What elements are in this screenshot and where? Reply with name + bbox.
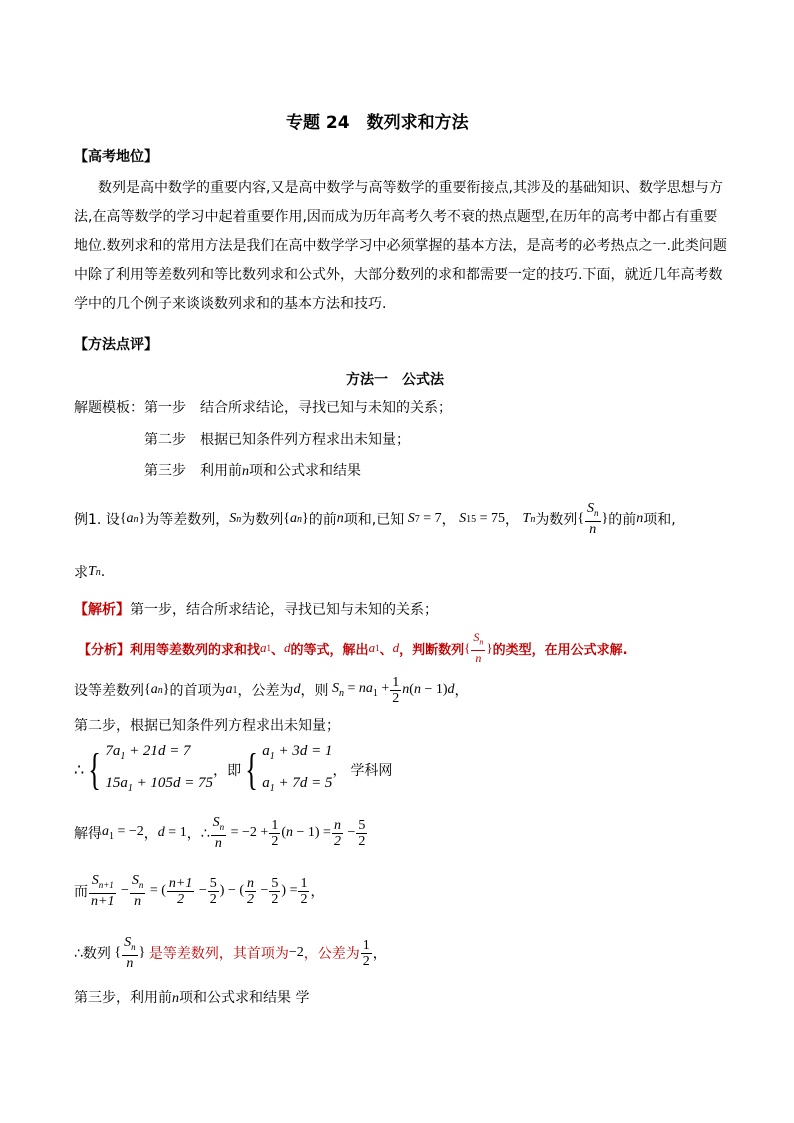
step-3-text-a: 第三步 利用前: [144, 463, 242, 479]
method-title: 方法一 公式法: [346, 372, 444, 388]
setup-d: ，则: [300, 683, 329, 699]
conc-c: ，公差为: [303, 946, 360, 962]
step3-a: 第三步，利用前: [74, 990, 172, 1006]
conc-a: ∴数列: [74, 946, 111, 962]
analysis-a: 利用等差数列的求和找: [130, 642, 261, 658]
solution-label: 【解析】: [74, 602, 130, 618]
ex-text-6: ，: [441, 512, 456, 528]
analysis-e: ，判断数列: [399, 642, 465, 658]
ex-text-8: 为数列: [535, 512, 578, 528]
step-1-text: 第一步 结合所求结论，寻找已知与未知的关系；: [144, 400, 452, 416]
intro-line-1: 数列是高中数学的重要内容,又是高中数学与高等数学的重要衔接点,其涉及的基础知识、数学思想与方: [98, 180, 723, 196]
ex-ask-end: .: [100, 564, 106, 580]
analysis-label: 【分析】: [78, 642, 131, 658]
equation-system: ∴ { $7a_1 + 21d = 7$ $15a_1 + 105d = 75$ ， 即 { $a_1 + 3d = 1$ $a_1 + 7d = 5$ ， 学科网: [74, 743, 393, 794]
template-step-3: 第三步 利用前n项和公式求和结果: [144, 463, 361, 479]
ex-text-4: 的前: [308, 512, 337, 528]
conclusion-line: ∴数列 { $\frac{S_n}{n}$ } 是等差数列，其首项为 −2 ，公差为 $\frac{1}{2}$ ，: [74, 935, 387, 971]
section-gaokao-heading: 【高考地位】: [74, 149, 158, 165]
sys-label: 即: [227, 763, 242, 779]
ex-text-2: 为等差数列，: [145, 512, 230, 528]
setup-line: 设等差数列 { a n } 的首项为 a 1 ，公差为 d ，则 $S_n = na_1$ + $\frac{1}{2}$ n(n − 1)d ，: [74, 674, 469, 706]
setup-b: 的首项为: [169, 683, 226, 699]
solve-b: ，: [143, 826, 158, 842]
template-step-1: [74, 394, 452, 423]
analysis-c: 的等式，解出: [290, 642, 369, 658]
page-title: 专题 24 数列求和方法: [286, 113, 469, 133]
solution-step-1: [74, 596, 438, 625]
intro-line-2: 法,在高等数学的学习中起着重要作用,因而成为历年高考久考不衰的热点题型,在历年的高考中都占有重要: [74, 209, 718, 225]
ex-text-3: 为数列: [241, 512, 284, 528]
setup-a: 设等差数列: [74, 683, 144, 699]
diff-a: 而: [74, 884, 88, 900]
ex-text-9: 的前: [608, 512, 637, 528]
analysis-f: 的类型，在用公式求解.: [492, 642, 628, 658]
template-step-2: 第二步 根据已知条件列方程求出未知量；: [144, 432, 410, 448]
setup-c: ，公差为: [237, 683, 294, 699]
solve-a: 解得: [74, 826, 102, 842]
template-label: 解题模板：: [74, 400, 144, 416]
conc-b: 是等差数列，其首项为: [148, 946, 289, 962]
example-1: 例1. 设 { a n } 为等差数列， S n 为数列 { a n } 的前 n 项和,已知 S 7 = 7 ， S 15 = 75 ， T n 为数列 { $\frac{S_n}{n}$ } 的前 n 项和,: [74, 501, 676, 537]
analysis: 【分析】 利用等差数列的求和找 a 1 、 d 的等式，解出 a 1 、 d ，判断数列 { $\frac{S_n}{n}$ } 的类型，在用公式求解.: [78, 630, 628, 665]
intro-line-3: 地位.数列求和的常用方法是我们在高中数学学习中必须掌握的基本方法，是高考的必考热点之一.此类问题: [74, 238, 727, 254]
solve-c: ，∴: [186, 826, 210, 842]
solution-step1-text: 第一步，结合所求结论，寻找已知与未知的关系；: [130, 602, 438, 618]
ex-text-7: ，: [505, 512, 520, 528]
solution-step-2: 第二步，根据已知条件列方程求出未知量；: [74, 718, 340, 734]
section-method-heading: 【方法点评】: [74, 337, 158, 353]
solve-line: 解得 $a_1 = -2$ ， d = 1 ，∴ $\frac{S_n}{n}$ = −2 + $\frac{1}{2}$ (n − 1) = $\frac{n}{2}$ − $\frac{5}{2}$: [74, 815, 366, 851]
step-3-text-b: 项和公式求和结果: [249, 463, 361, 479]
analysis-b: 、: [271, 642, 285, 658]
solution-step-3: 第三步，利用前n项和公式求和结果 学: [74, 990, 310, 1006]
ex-text-1: 例1. 设: [74, 512, 120, 528]
difference-line: 而 $\frac{S_{n+1}}{n+1}$ − $\frac{S_n}{n}$ = ( $\frac{n+1}{2}$ − $\frac{5}{2}$ ) − ( $\frac{n}{2}$ − $\frac{5}{2}$ ) = $\frac{1}{2}$ ，: [74, 873, 325, 909]
ex-text-5: 项和,已知: [343, 512, 405, 528]
ex-ask: 求: [74, 565, 88, 581]
ex-text-10: 项和,: [643, 512, 676, 528]
watermark-text: 学科网: [350, 763, 393, 779]
step3-b: 项和公式求和结果 学: [179, 990, 310, 1006]
example-1-ask: 求 T n .: [74, 564, 106, 581]
analysis-d: 、: [379, 642, 393, 658]
intro-line-5: 学中的几个例子来谈谈数列求和的基本方法和技巧.: [74, 296, 387, 312]
intro-line-4: 中除了利用等差数列和等比数列求和公式外，大部分数列的求和都需要一定的技巧.下面，就近几年高考数: [74, 267, 723, 283]
